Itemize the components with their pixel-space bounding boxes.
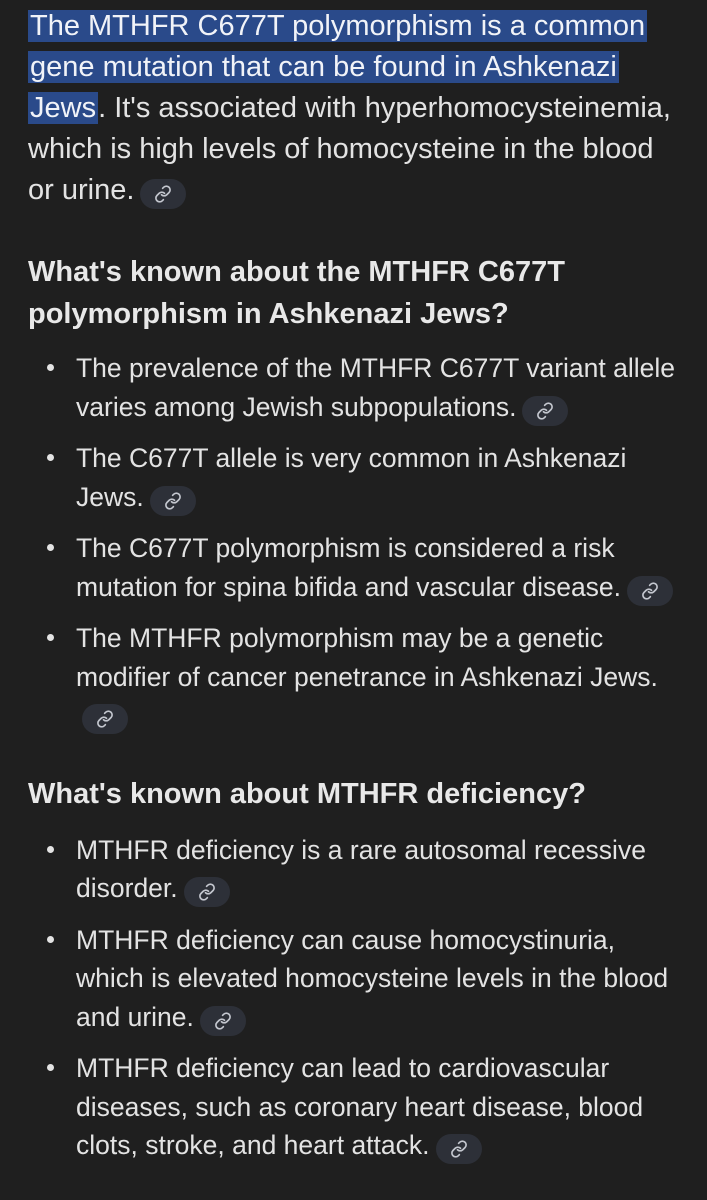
bullet-icon bbox=[47, 634, 54, 641]
list-item bbox=[28, 1049, 677, 1165]
list-item-text: The C677T allele is very common in Ashkenazi Jews. bbox=[76, 443, 627, 512]
list-item-text: MTHFR deficiency can cause homocystinuria, which is elevated homocysteine levels in the blood and urine. bbox=[76, 924, 669, 1032]
link-icon bbox=[96, 710, 114, 728]
section-heading: What's known about the MTHFR C677T polymorphism in Ashkenazi Jews? bbox=[28, 256, 565, 330]
bullet-icon bbox=[47, 1064, 54, 1071]
bullet-icon bbox=[47, 454, 54, 461]
link-icon bbox=[214, 1012, 232, 1030]
bullet-icon bbox=[47, 846, 54, 853]
list-item-text: The prevalence of the MTHFR C677T variant allele varies among Jewish subpopulations. bbox=[76, 353, 675, 422]
selected-text[interactable]: The MTHFR C677T polymorphism is a common gene mutation that can be found in Ashkenazi Jews bbox=[30, 10, 646, 124]
section-heading: What's known about MTHFR deficiency? bbox=[28, 777, 586, 810]
bullet-icon bbox=[47, 364, 54, 371]
list-item-text: The MTHFR polymorphism may be a genetic modifier of cancer penetrance in Ashkenazi Jews. bbox=[76, 623, 658, 692]
link-icon bbox=[198, 883, 216, 901]
link-icon bbox=[641, 582, 659, 600]
link-icon bbox=[154, 185, 172, 203]
source-link-button[interactable] bbox=[522, 396, 568, 426]
intro-text: . It's associated with hyperhomocysteinemia, which is high levels of homocysteine in the blood or urine. bbox=[28, 92, 671, 206]
list-item bbox=[28, 529, 677, 606]
link-icon bbox=[164, 492, 182, 510]
list-item-text: MTHFR deficiency can lead to cardiovascular diseases, such as coronary heart disease, blood clots, stroke, and heart attack. bbox=[76, 1053, 644, 1160]
list-item bbox=[28, 349, 677, 426]
source-link-button[interactable] bbox=[150, 486, 196, 516]
list-item bbox=[28, 619, 677, 735]
list-item-text: The C677T polymorphism is considered a risk mutation for spina bifida and vascular disease. bbox=[76, 533, 622, 602]
link-icon bbox=[450, 1140, 468, 1158]
source-link-button[interactable] bbox=[140, 179, 186, 209]
bullet-icon bbox=[47, 936, 54, 943]
bullet-list bbox=[28, 831, 677, 1165]
intro-paragraph bbox=[28, 6, 677, 211]
bullet-list bbox=[28, 349, 677, 735]
source-link-button[interactable] bbox=[200, 1006, 246, 1036]
source-link-button[interactable] bbox=[184, 877, 230, 907]
source-link-button[interactable] bbox=[627, 576, 673, 606]
source-link-button[interactable] bbox=[82, 704, 128, 734]
list-item bbox=[28, 831, 677, 908]
source-link-button[interactable] bbox=[436, 1134, 482, 1164]
list-item bbox=[28, 921, 677, 1037]
link-icon bbox=[536, 402, 554, 420]
list-item-text: MTHFR deficiency is a rare autosomal recessive disorder. bbox=[76, 834, 646, 903]
bullet-icon bbox=[47, 544, 54, 551]
list-item bbox=[28, 439, 677, 516]
